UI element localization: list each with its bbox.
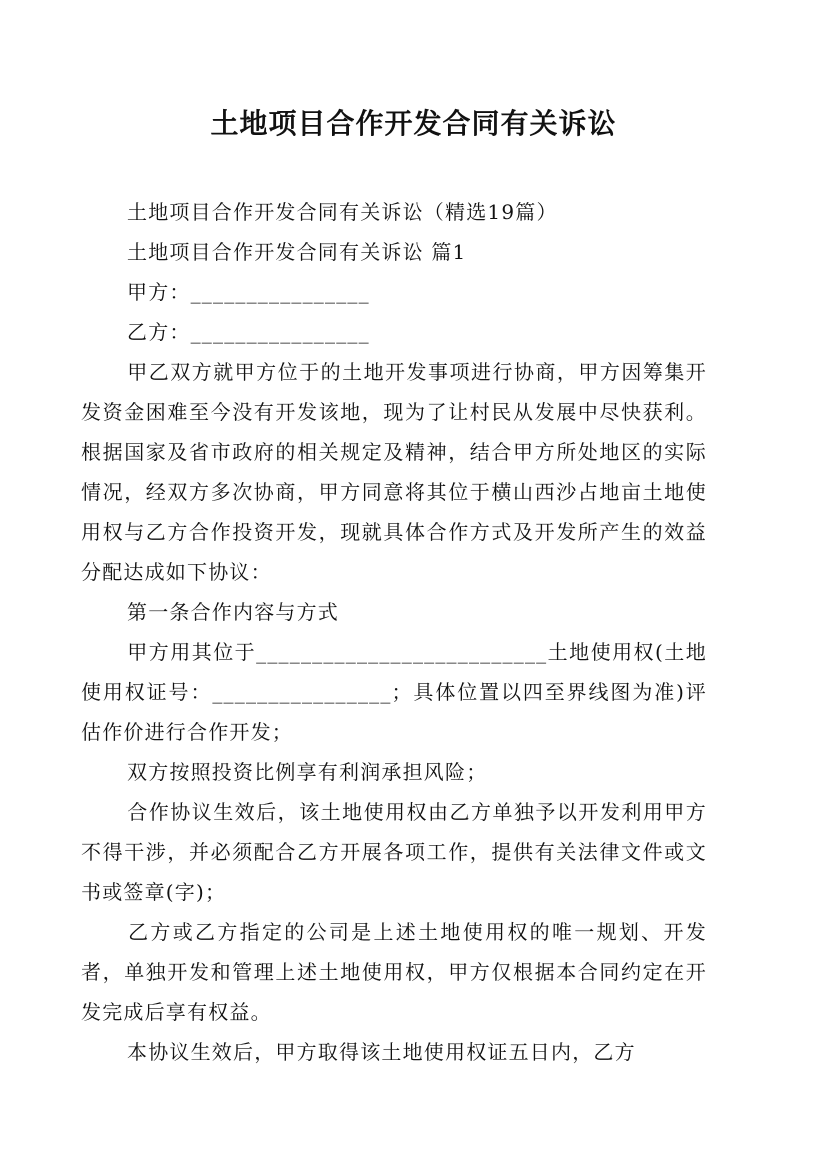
- paragraph-profit-sharing: [81, 752, 707, 792]
- subtitle-line: 土地项目合作开发合同有关诉讼（精选19篇）: [127, 200, 558, 224]
- section-heading: 土地项目合作开发合同有关诉讼 篇1: [127, 240, 467, 264]
- paragraph-text: 双方按照投资比例享有利润承担风险；: [127, 760, 488, 784]
- paragraph-intro: [81, 352, 707, 592]
- paragraph-article-1-title: [81, 592, 707, 632]
- party-b-line: 乙方：________________: [127, 320, 370, 344]
- document-body: [81, 192, 707, 1072]
- paragraph-land-use: [81, 632, 707, 752]
- paragraph-developer: [81, 912, 707, 1032]
- paragraph-development-rights: [81, 792, 707, 912]
- document-title: 土地项目合作开发合同有关诉讼: [210, 107, 617, 140]
- paragraph-text: 甲乙双方就甲方位于的土地开发事项进行协商，甲方因筹集开发资金困难至今没有开发该地，现为了让村民从发展中尽快获利。根据国家及省市政府的相关规定及精神，结合甲方所处地区的实际情况，经双方多次协商，甲方同意将其位于横山西沙占地亩土地使用权与乙方合作投资开发，现就具体合作方式及开发所产生的效益分配达成如下协议：: [81, 360, 707, 584]
- paragraph-text: 本协议生效后，甲方取得该土地使用权证五日内，乙方: [127, 1040, 636, 1064]
- party-a-line: 甲方：________________: [127, 280, 370, 304]
- paragraph-text: 第一条合作内容与方式: [127, 600, 339, 624]
- paragraph-text: 甲方用其位于__________________________土地使用权(土地使用权证号：________________；具体位置以四至界线图为准)评估作价进行合作开发；: [81, 640, 707, 744]
- paragraph-text: 合作协议生效后，该土地使用权由乙方单独予以开发利用甲方不得干涉，并必须配合乙方开展各项工作，提供有关法律文件或文书或签章(字)；: [81, 800, 707, 904]
- paragraph-effect: [81, 1032, 707, 1072]
- paragraph-text: 乙方或乙方指定的公司是上述土地使用权的唯一规划、开发者，单独开发和管理上述土地使用权，甲方仅根据本合同约定在开发完成后享有权益。: [81, 920, 707, 1024]
